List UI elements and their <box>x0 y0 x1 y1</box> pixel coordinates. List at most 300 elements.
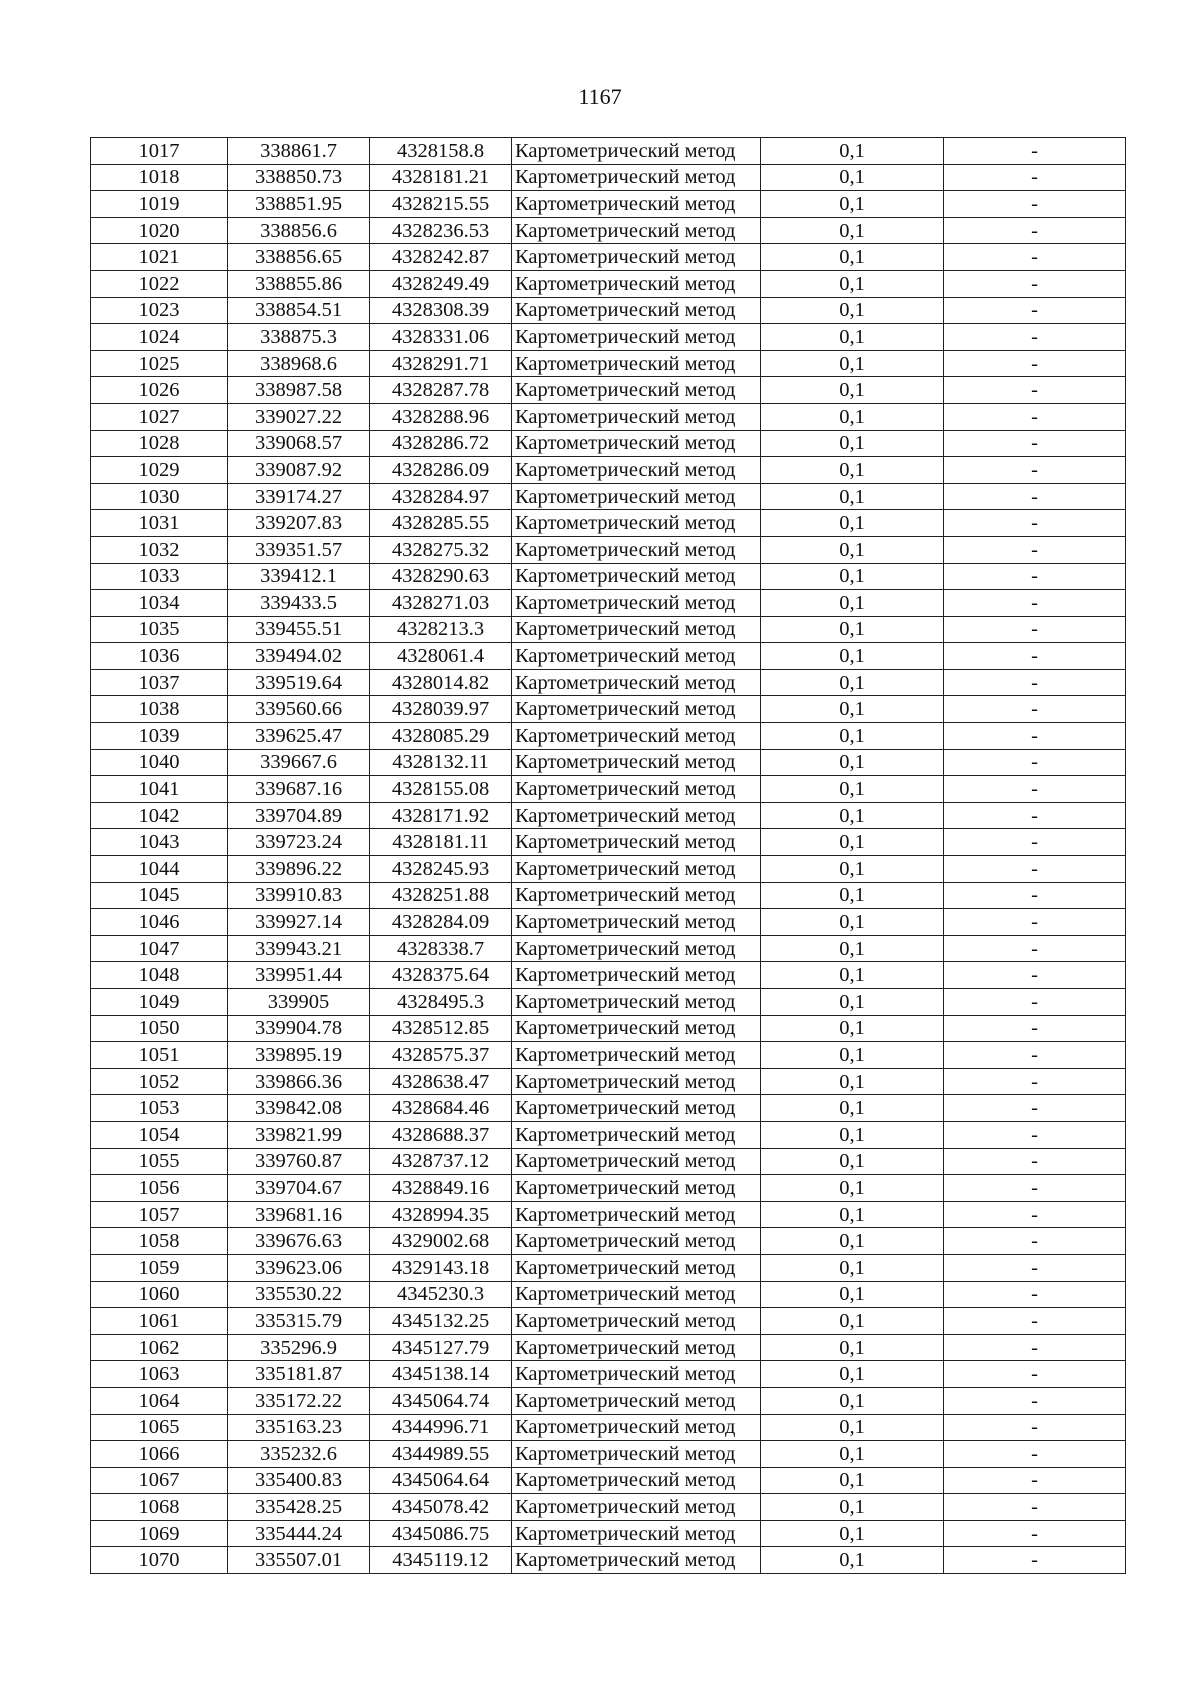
y-coordinate-cell: 4328215.55 <box>370 191 512 218</box>
description-cell: - <box>944 1387 1126 1414</box>
table-row <box>91 643 1126 670</box>
method-cell: Картометрический метод <box>512 776 761 803</box>
method-cell: Картометрический метод <box>512 138 761 165</box>
accuracy-cell: 0,1 <box>761 616 944 643</box>
accuracy-cell: 0,1 <box>761 350 944 377</box>
accuracy-cell: 0,1 <box>761 191 944 218</box>
method-cell: Картометрический метод <box>512 1201 761 1228</box>
coordinates-table-body <box>91 138 1126 1574</box>
accuracy-cell: 0,1 <box>761 696 944 723</box>
method-cell: Картометрический метод <box>512 935 761 962</box>
table-row <box>91 776 1126 803</box>
x-coordinate-cell: 338861.7 <box>228 138 370 165</box>
table-row <box>91 244 1126 271</box>
accuracy-cell: 0,1 <box>761 164 944 191</box>
accuracy-cell: 0,1 <box>761 829 944 856</box>
table-row <box>91 616 1126 643</box>
method-cell: Картометрический метод <box>512 563 761 590</box>
x-coordinate-cell: 339623.06 <box>228 1254 370 1281</box>
x-coordinate-cell: 339351.57 <box>228 536 370 563</box>
y-coordinate-cell: 4328287.78 <box>370 377 512 404</box>
accuracy-cell: 0,1 <box>761 1520 944 1547</box>
description-cell: - <box>944 1414 1126 1441</box>
table-row <box>91 1547 1126 1574</box>
y-coordinate-cell: 4328249.49 <box>370 270 512 297</box>
method-cell: Картометрический метод <box>512 1334 761 1361</box>
point-number-cell: 1032 <box>91 536 228 563</box>
x-coordinate-cell: 339412.1 <box>228 563 370 590</box>
y-coordinate-cell: 4329143.18 <box>370 1254 512 1281</box>
x-coordinate-cell: 338856.6 <box>228 217 370 244</box>
accuracy-cell: 0,1 <box>761 1547 944 1574</box>
accuracy-cell: 0,1 <box>761 430 944 457</box>
point-number-cell: 1022 <box>91 270 228 297</box>
accuracy-cell: 0,1 <box>761 138 944 165</box>
point-number-cell: 1034 <box>91 590 228 617</box>
table-row <box>91 1201 1126 1228</box>
table-row <box>91 324 1126 351</box>
method-cell: Картометрический метод <box>512 1121 761 1148</box>
x-coordinate-cell: 339905 <box>228 989 370 1016</box>
point-number-cell: 1049 <box>91 989 228 1016</box>
table-row <box>91 723 1126 750</box>
y-coordinate-cell: 4328638.47 <box>370 1068 512 1095</box>
method-cell: Картометрический метод <box>512 723 761 750</box>
description-cell: - <box>944 1520 1126 1547</box>
description-cell: - <box>944 616 1126 643</box>
x-coordinate-cell: 335296.9 <box>228 1334 370 1361</box>
method-cell: Картометрический метод <box>512 483 761 510</box>
point-number-cell: 1060 <box>91 1281 228 1308</box>
description-cell: - <box>944 1494 1126 1521</box>
y-coordinate-cell: 4328994.35 <box>370 1201 512 1228</box>
method-cell: Картометрический метод <box>512 1361 761 1388</box>
point-number-cell: 1025 <box>91 350 228 377</box>
x-coordinate-cell: 335507.01 <box>228 1547 370 1574</box>
table-row <box>91 1361 1126 1388</box>
accuracy-cell: 0,1 <box>761 643 944 670</box>
method-cell: Картометрический метод <box>512 324 761 351</box>
point-number-cell: 1050 <box>91 1015 228 1042</box>
description-cell: - <box>944 563 1126 590</box>
table-row <box>91 696 1126 723</box>
y-coordinate-cell: 4328291.71 <box>370 350 512 377</box>
point-number-cell: 1031 <box>91 510 228 537</box>
point-number-cell: 1070 <box>91 1547 228 1574</box>
accuracy-cell: 0,1 <box>761 802 944 829</box>
page-number: 1167 <box>578 84 622 109</box>
x-coordinate-cell: 339560.66 <box>228 696 370 723</box>
description-cell: - <box>944 962 1126 989</box>
y-coordinate-cell: 4328290.63 <box>370 563 512 590</box>
x-coordinate-cell: 335444.24 <box>228 1520 370 1547</box>
method-cell: Картометрический метод <box>512 590 761 617</box>
description-cell: - <box>944 1068 1126 1095</box>
x-coordinate-cell: 339519.64 <box>228 669 370 696</box>
method-cell: Картометрический метод <box>512 1494 761 1521</box>
point-number-cell: 1059 <box>91 1254 228 1281</box>
accuracy-cell: 0,1 <box>761 776 944 803</box>
accuracy-cell: 0,1 <box>761 457 944 484</box>
accuracy-cell: 0,1 <box>761 962 944 989</box>
description-cell: - <box>944 1334 1126 1361</box>
accuracy-cell: 0,1 <box>761 1308 944 1335</box>
x-coordinate-cell: 339494.02 <box>228 643 370 670</box>
description-cell: - <box>944 1441 1126 1468</box>
y-coordinate-cell: 4328275.32 <box>370 536 512 563</box>
description-cell: - <box>944 935 1126 962</box>
method-cell: Картометрический метод <box>512 962 761 989</box>
accuracy-cell: 0,1 <box>761 563 944 590</box>
accuracy-cell: 0,1 <box>761 1254 944 1281</box>
x-coordinate-cell: 335530.22 <box>228 1281 370 1308</box>
accuracy-cell: 0,1 <box>761 1414 944 1441</box>
method-cell: Картометрический метод <box>512 829 761 856</box>
table-row <box>91 829 1126 856</box>
coordinates-table <box>90 137 1126 1574</box>
accuracy-cell: 0,1 <box>761 297 944 324</box>
point-number-cell: 1038 <box>91 696 228 723</box>
y-coordinate-cell: 4328132.11 <box>370 749 512 776</box>
x-coordinate-cell: 339895.19 <box>228 1042 370 1069</box>
method-cell: Картометрический метод <box>512 191 761 218</box>
y-coordinate-cell: 4345119.12 <box>370 1547 512 1574</box>
table-row <box>91 1334 1126 1361</box>
point-number-cell: 1062 <box>91 1334 228 1361</box>
x-coordinate-cell: 339943.21 <box>228 935 370 962</box>
point-number-cell: 1029 <box>91 457 228 484</box>
x-coordinate-cell: 339433.5 <box>228 590 370 617</box>
table-row <box>91 749 1126 776</box>
y-coordinate-cell: 4328284.97 <box>370 483 512 510</box>
y-coordinate-cell: 4345138.14 <box>370 1361 512 1388</box>
x-coordinate-cell: 335163.23 <box>228 1414 370 1441</box>
description-cell: - <box>944 191 1126 218</box>
description-cell: - <box>944 297 1126 324</box>
y-coordinate-cell: 4328331.06 <box>370 324 512 351</box>
description-cell: - <box>944 536 1126 563</box>
point-number-cell: 1027 <box>91 403 228 430</box>
y-coordinate-cell: 4328271.03 <box>370 590 512 617</box>
y-coordinate-cell: 4328285.55 <box>370 510 512 537</box>
method-cell: Картометрический метод <box>512 1068 761 1095</box>
description-cell: - <box>944 403 1126 430</box>
point-number-cell: 1041 <box>91 776 228 803</box>
y-coordinate-cell: 4328688.37 <box>370 1121 512 1148</box>
x-coordinate-cell: 338856.65 <box>228 244 370 271</box>
table-row <box>91 1494 1126 1521</box>
description-cell: - <box>944 776 1126 803</box>
y-coordinate-cell: 4328512.85 <box>370 1015 512 1042</box>
description-cell: - <box>944 1042 1126 1069</box>
x-coordinate-cell: 335232.6 <box>228 1441 370 1468</box>
y-coordinate-cell: 4328338.7 <box>370 935 512 962</box>
x-coordinate-cell: 338854.51 <box>228 297 370 324</box>
point-number-cell: 1045 <box>91 882 228 909</box>
table-row <box>91 669 1126 696</box>
accuracy-cell: 0,1 <box>761 1467 944 1494</box>
method-cell: Картометрический метод <box>512 1015 761 1042</box>
point-number-cell: 1017 <box>91 138 228 165</box>
description-cell: - <box>944 1201 1126 1228</box>
x-coordinate-cell: 338855.86 <box>228 270 370 297</box>
method-cell: Картометрический метод <box>512 377 761 404</box>
x-coordinate-cell: 338851.95 <box>228 191 370 218</box>
description-cell: - <box>944 324 1126 351</box>
accuracy-cell: 0,1 <box>761 1361 944 1388</box>
accuracy-cell: 0,1 <box>761 1334 944 1361</box>
x-coordinate-cell: 339927.14 <box>228 909 370 936</box>
method-cell: Картометрический метод <box>512 616 761 643</box>
method-cell: Картометрический метод <box>512 1414 761 1441</box>
method-cell: Картометрический метод <box>512 244 761 271</box>
method-cell: Картометрический метод <box>512 1148 761 1175</box>
y-coordinate-cell: 4328284.09 <box>370 909 512 936</box>
table-row <box>91 1068 1126 1095</box>
table-row <box>91 1281 1126 1308</box>
description-cell: - <box>944 483 1126 510</box>
point-number-cell: 1061 <box>91 1308 228 1335</box>
point-number-cell: 1046 <box>91 909 228 936</box>
method-cell: Картометрический метод <box>512 1520 761 1547</box>
point-number-cell: 1021 <box>91 244 228 271</box>
table-row <box>91 430 1126 457</box>
accuracy-cell: 0,1 <box>761 669 944 696</box>
accuracy-cell: 0,1 <box>761 856 944 883</box>
point-number-cell: 1058 <box>91 1228 228 1255</box>
description-cell: - <box>944 244 1126 271</box>
accuracy-cell: 0,1 <box>761 536 944 563</box>
method-cell: Картометрический метод <box>512 1281 761 1308</box>
point-number-cell: 1052 <box>91 1068 228 1095</box>
description-cell: - <box>944 669 1126 696</box>
table-row <box>91 270 1126 297</box>
accuracy-cell: 0,1 <box>761 1494 944 1521</box>
method-cell: Картометрический метод <box>512 403 761 430</box>
table-row <box>91 138 1126 165</box>
point-number-cell: 1047 <box>91 935 228 962</box>
table-row <box>91 882 1126 909</box>
method-cell: Картометрический метод <box>512 510 761 537</box>
description-cell: - <box>944 723 1126 750</box>
point-number-cell: 1051 <box>91 1042 228 1069</box>
table-row <box>91 1308 1126 1335</box>
point-number-cell: 1064 <box>91 1387 228 1414</box>
method-cell: Картометрический метод <box>512 1175 761 1202</box>
method-cell: Картометрический метод <box>512 1547 761 1574</box>
description-cell: - <box>944 430 1126 457</box>
method-cell: Картометрический метод <box>512 350 761 377</box>
point-number-cell: 1054 <box>91 1121 228 1148</box>
method-cell: Картометрический метод <box>512 802 761 829</box>
y-coordinate-cell: 4329002.68 <box>370 1228 512 1255</box>
point-number-cell: 1026 <box>91 377 228 404</box>
accuracy-cell: 0,1 <box>761 909 944 936</box>
y-coordinate-cell: 4345078.42 <box>370 1494 512 1521</box>
accuracy-cell: 0,1 <box>761 1281 944 1308</box>
y-coordinate-cell: 4328575.37 <box>370 1042 512 1069</box>
x-coordinate-cell: 339910.83 <box>228 882 370 909</box>
description-cell: - <box>944 457 1126 484</box>
description-cell: - <box>944 1228 1126 1255</box>
point-number-cell: 1066 <box>91 1441 228 1468</box>
accuracy-cell: 0,1 <box>761 1121 944 1148</box>
description-cell: - <box>944 643 1126 670</box>
method-cell: Картометрический метод <box>512 1441 761 1468</box>
y-coordinate-cell: 4328171.92 <box>370 802 512 829</box>
y-coordinate-cell: 4344996.71 <box>370 1414 512 1441</box>
description-cell: - <box>944 590 1126 617</box>
y-coordinate-cell: 4328155.08 <box>370 776 512 803</box>
point-number-cell: 1018 <box>91 164 228 191</box>
y-coordinate-cell: 4328286.09 <box>370 457 512 484</box>
table-row <box>91 1254 1126 1281</box>
table-row <box>91 510 1126 537</box>
point-number-cell: 1024 <box>91 324 228 351</box>
x-coordinate-cell: 339455.51 <box>228 616 370 643</box>
point-number-cell: 1067 <box>91 1467 228 1494</box>
point-number-cell: 1063 <box>91 1361 228 1388</box>
method-cell: Картометрический метод <box>512 430 761 457</box>
accuracy-cell: 0,1 <box>761 1068 944 1095</box>
description-cell: - <box>944 1148 1126 1175</box>
x-coordinate-cell: 338968.6 <box>228 350 370 377</box>
x-coordinate-cell: 339687.16 <box>228 776 370 803</box>
point-number-cell: 1023 <box>91 297 228 324</box>
point-number-cell: 1035 <box>91 616 228 643</box>
point-number-cell: 1036 <box>91 643 228 670</box>
x-coordinate-cell: 339904.78 <box>228 1015 370 1042</box>
y-coordinate-cell: 4328684.46 <box>370 1095 512 1122</box>
x-coordinate-cell: 335181.87 <box>228 1361 370 1388</box>
accuracy-cell: 0,1 <box>761 510 944 537</box>
x-coordinate-cell: 339207.83 <box>228 510 370 537</box>
y-coordinate-cell: 4344989.55 <box>370 1441 512 1468</box>
x-coordinate-cell: 339625.47 <box>228 723 370 750</box>
x-coordinate-cell: 335428.25 <box>228 1494 370 1521</box>
table-row <box>91 164 1126 191</box>
y-coordinate-cell: 4328495.3 <box>370 989 512 1016</box>
description-cell: - <box>944 856 1126 883</box>
accuracy-cell: 0,1 <box>761 377 944 404</box>
table-row <box>91 590 1126 617</box>
x-coordinate-cell: 339866.36 <box>228 1068 370 1095</box>
x-coordinate-cell: 338875.3 <box>228 324 370 351</box>
point-number-cell: 1040 <box>91 749 228 776</box>
accuracy-cell: 0,1 <box>761 723 944 750</box>
method-cell: Картометрический метод <box>512 1042 761 1069</box>
method-cell: Картометрический метод <box>512 1387 761 1414</box>
y-coordinate-cell: 4328181.11 <box>370 829 512 856</box>
point-number-cell: 1069 <box>91 1520 228 1547</box>
accuracy-cell: 0,1 <box>761 483 944 510</box>
description-cell: - <box>944 829 1126 856</box>
method-cell: Картометрический метод <box>512 989 761 1016</box>
y-coordinate-cell: 4328737.12 <box>370 1148 512 1175</box>
table-row <box>91 1414 1126 1441</box>
description-cell: - <box>944 1361 1126 1388</box>
x-coordinate-cell: 339704.89 <box>228 802 370 829</box>
table-row <box>91 536 1126 563</box>
description-cell: - <box>944 696 1126 723</box>
x-coordinate-cell: 339027.22 <box>228 403 370 430</box>
method-cell: Картометрический метод <box>512 1095 761 1122</box>
table-row <box>91 856 1126 883</box>
point-number-cell: 1033 <box>91 563 228 590</box>
y-coordinate-cell: 4328288.96 <box>370 403 512 430</box>
method-cell: Картометрический метод <box>512 164 761 191</box>
method-cell: Картометрический метод <box>512 856 761 883</box>
point-number-cell: 1030 <box>91 483 228 510</box>
y-coordinate-cell: 4328849.16 <box>370 1175 512 1202</box>
accuracy-cell: 0,1 <box>761 1015 944 1042</box>
x-coordinate-cell: 339821.99 <box>228 1121 370 1148</box>
accuracy-cell: 0,1 <box>761 989 944 1016</box>
table-row <box>91 1095 1126 1122</box>
x-coordinate-cell: 339760.87 <box>228 1148 370 1175</box>
table-row <box>91 962 1126 989</box>
x-coordinate-cell: 335315.79 <box>228 1308 370 1335</box>
x-coordinate-cell: 338850.73 <box>228 164 370 191</box>
table-row <box>91 1015 1126 1042</box>
y-coordinate-cell: 4328308.39 <box>370 297 512 324</box>
table-row <box>91 563 1126 590</box>
description-cell: - <box>944 138 1126 165</box>
point-number-cell: 1037 <box>91 669 228 696</box>
accuracy-cell: 0,1 <box>761 324 944 351</box>
method-cell: Картометрический метод <box>512 643 761 670</box>
y-coordinate-cell: 4328085.29 <box>370 723 512 750</box>
description-cell: - <box>944 1281 1126 1308</box>
point-number-cell: 1043 <box>91 829 228 856</box>
table-row <box>91 802 1126 829</box>
y-coordinate-cell: 4328014.82 <box>370 669 512 696</box>
y-coordinate-cell: 4345230.3 <box>370 1281 512 1308</box>
y-coordinate-cell: 4328286.72 <box>370 430 512 457</box>
description-cell: - <box>944 164 1126 191</box>
y-coordinate-cell: 4345132.25 <box>370 1308 512 1335</box>
x-coordinate-cell: 335400.83 <box>228 1467 370 1494</box>
y-coordinate-cell: 4345064.64 <box>370 1467 512 1494</box>
x-coordinate-cell: 339174.27 <box>228 483 370 510</box>
table-row <box>91 1228 1126 1255</box>
x-coordinate-cell: 339951.44 <box>228 962 370 989</box>
table-row <box>91 1175 1126 1202</box>
method-cell: Картометрический метод <box>512 217 761 244</box>
x-coordinate-cell: 339681.16 <box>228 1201 370 1228</box>
point-number-cell: 1053 <box>91 1095 228 1122</box>
table-row <box>91 297 1126 324</box>
description-cell: - <box>944 1308 1126 1335</box>
description-cell: - <box>944 1015 1126 1042</box>
x-coordinate-cell: 339842.08 <box>228 1095 370 1122</box>
accuracy-cell: 0,1 <box>761 590 944 617</box>
x-coordinate-cell: 335172.22 <box>228 1387 370 1414</box>
method-cell: Картометрический метод <box>512 297 761 324</box>
point-number-cell: 1057 <box>91 1201 228 1228</box>
y-coordinate-cell: 4345086.75 <box>370 1520 512 1547</box>
point-number-cell: 1048 <box>91 962 228 989</box>
y-coordinate-cell: 4345064.74 <box>370 1387 512 1414</box>
point-number-cell: 1044 <box>91 856 228 883</box>
point-number-cell: 1056 <box>91 1175 228 1202</box>
point-number-cell: 1019 <box>91 191 228 218</box>
table-row <box>91 1520 1126 1547</box>
description-cell: - <box>944 1175 1126 1202</box>
y-coordinate-cell: 4328375.64 <box>370 962 512 989</box>
accuracy-cell: 0,1 <box>761 935 944 962</box>
description-cell: - <box>944 749 1126 776</box>
